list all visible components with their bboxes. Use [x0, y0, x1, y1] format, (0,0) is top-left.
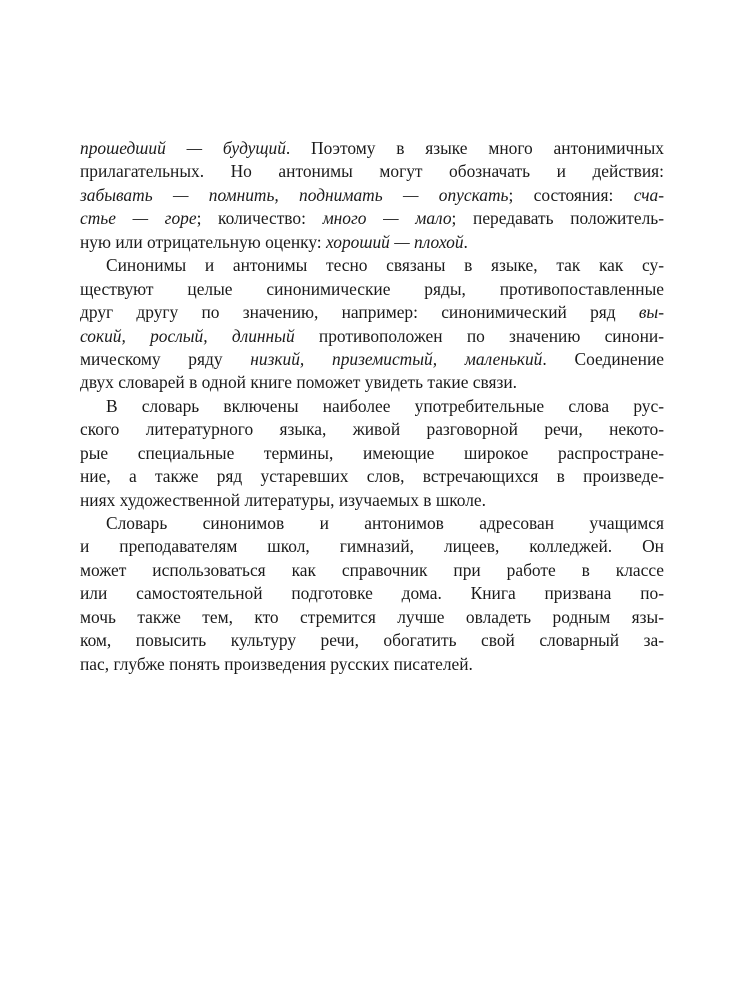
paragraph — [80, 137, 664, 254]
text-run: рые специальные термины, имеющие широкое распростране- — [80, 442, 664, 463]
text-line — [80, 442, 664, 465]
text-line — [80, 231, 664, 254]
text-run: мическому ряду — [80, 348, 251, 369]
text-line — [80, 629, 664, 652]
text-run: или самостоятельной подготовке дома. Книга призвана по- — [80, 583, 664, 604]
text-run: ние, а также ряд устаревших слов, встречающихся в произведе- — [80, 466, 664, 487]
text-line — [80, 559, 664, 582]
text-run: и преподавателям школ, гимназий, лицеев, колледжей. Он — [80, 536, 664, 557]
text-line — [80, 512, 664, 535]
paragraph — [80, 254, 664, 395]
italic-term: много — мало — [322, 208, 452, 229]
text-run: противоположен по значению синони- — [294, 325, 664, 346]
text-line — [80, 395, 664, 418]
text-line — [80, 489, 664, 512]
italic-term: сча- — [633, 184, 664, 205]
text-run: прилагательных. Но антонимы могут обозначать и действия: — [80, 161, 664, 182]
text-run: ную или отрицательную оценку: — [80, 231, 326, 252]
italic-term: забывать — помнить, поднимать — опускать — [80, 184, 509, 205]
text-line — [80, 301, 664, 324]
text-run: пас, глубже понять произведения русских писателей. — [80, 653, 473, 674]
text-run: может использоваться как справочник при работе в классе — [80, 559, 664, 580]
text-run: мочь также тем, кто стремится лучше овладеть родным язы- — [80, 606, 664, 627]
text-line — [80, 278, 664, 301]
text-line — [80, 465, 664, 488]
text-line — [80, 207, 664, 230]
italic-term: сокий, рослый, длинный — [80, 325, 295, 346]
text-run: ; состояния: — [508, 184, 634, 205]
paragraph — [80, 512, 664, 676]
body-text — [80, 137, 664, 676]
text-line — [80, 160, 664, 183]
text-run: . Соединение — [542, 348, 664, 369]
italic-term: стье — горе — [80, 208, 197, 229]
italic-term: хороший — плохой — [325, 231, 464, 252]
italic-term: низкий, приземистый, маленький — [250, 348, 543, 369]
text-line — [80, 348, 664, 371]
text-run: . — [463, 231, 468, 252]
text-run: ского литературного языка, живой разговорной речи, некото- — [80, 419, 664, 440]
text-line — [80, 582, 664, 605]
text-run: друг другу по значению, например: синонимический ряд — [80, 302, 639, 323]
text-run: Словарь синонимов и антонимов адресован учащимся — [106, 513, 664, 533]
text-line — [80, 535, 664, 558]
text-line — [80, 371, 664, 394]
text-line — [80, 606, 664, 629]
text-run: ; передавать положитель- — [451, 208, 664, 229]
text-line — [80, 653, 664, 676]
paragraph — [80, 395, 664, 512]
italic-term: вы- — [638, 302, 664, 323]
text-line — [80, 137, 664, 160]
text-run: ществуют целые синонимические ряды, противопоставленные — [80, 278, 664, 299]
text-line — [80, 418, 664, 441]
text-run: ; количество: — [196, 208, 323, 229]
italic-term: прошедший — будущий — [80, 138, 286, 158]
text-line — [80, 184, 664, 207]
text-run: ниях художественной литературы, изучаемых в школе. — [80, 489, 487, 510]
text-run: . Поэтому в языке много антонимичных — [285, 138, 664, 158]
text-run: В словарь включены наиболее употребительные слова рус- — [106, 395, 664, 416]
text-run: ком, повысить культуру речи, обогатить свой словарный за- — [80, 630, 664, 651]
text-line — [80, 254, 664, 277]
text-run: Синонимы и антонимы тесно связаны в языке, так как су- — [106, 255, 664, 276]
text-run: двух словарей в одной книге поможет увидеть такие связи. — [80, 372, 517, 393]
text-line — [80, 325, 664, 348]
